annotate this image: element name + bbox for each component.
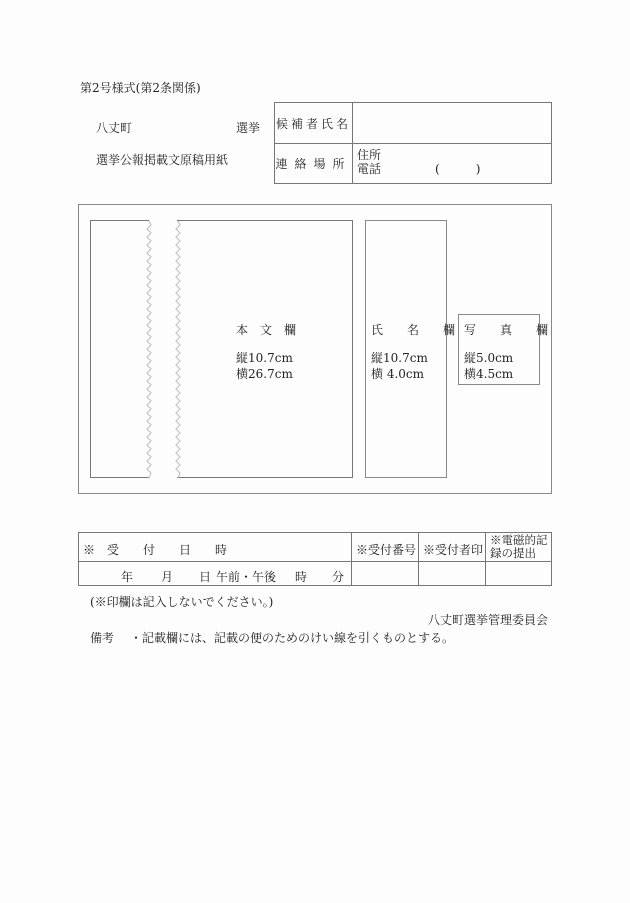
electronic-record-header-line2: 録の提出: [490, 546, 536, 560]
reception-number-header: ※受付番号: [356, 543, 417, 557]
reception-datetime-header: ※ 受 付 日 時: [83, 543, 228, 557]
contact-label: 連絡場所: [275, 143, 353, 183]
candidate-table: [274, 102, 552, 184]
reception-stamp-header: ※受付者印: [423, 543, 484, 557]
electronic-record-field[interactable]: [486, 562, 552, 586]
reception-stamp-field[interactable]: [419, 562, 485, 586]
candidate-name-row: [275, 103, 551, 144]
name-column-height: 縦10.7cm: [371, 351, 428, 365]
committee-name: 八丈町選挙管理委員会: [428, 613, 549, 627]
body-column-left-fragment: [90, 220, 149, 478]
town-name: 八丈町: [96, 121, 133, 135]
form-name: 選挙公報掲載文原稿用紙: [96, 153, 229, 167]
break-line-right-icon: [175, 221, 181, 478]
photo-column-height: 縦5.0cm: [464, 351, 514, 365]
contact-row: [275, 143, 551, 183]
body-column-right-fragment: [177, 220, 353, 478]
phone-line: [357, 162, 480, 176]
body-column-width: 横26.7cm: [236, 367, 293, 381]
remarks-text: ・記載欄には、記載の便のためのけい線を引くものとする。: [130, 631, 455, 645]
candidate-name-label: 候補者氏名: [275, 103, 353, 143]
form-title: 第2号様式(第2条関係): [80, 81, 201, 95]
ampm-label: 午前・午後: [216, 570, 277, 584]
body-column-title: 本 文 欄: [236, 323, 297, 337]
photo-column-title: 写 真 欄: [464, 323, 549, 337]
body-column-height: 縦10.7cm: [236, 351, 293, 365]
address-label: 住所: [357, 148, 382, 162]
break-line-left-icon: [146, 221, 152, 478]
electronic-record-header: [490, 534, 548, 560]
name-column: [365, 220, 447, 478]
phone-area-code-parens: ( ): [435, 162, 481, 176]
hour-label: 時: [295, 570, 308, 584]
phone-label: 電話: [357, 162, 382, 176]
reception-table: [78, 532, 552, 586]
minute-label: 分: [332, 570, 345, 584]
stamp-note: (※印欄は記入しないでください。): [90, 595, 274, 609]
remarks-label: 備考: [90, 631, 115, 645]
month-label: 月: [161, 570, 174, 584]
name-column-title: 氏 名 欄: [371, 323, 456, 337]
photo-column-width: 横4.5cm: [464, 367, 514, 381]
name-column-width: 横 4.0cm: [371, 367, 424, 381]
election-label: 選挙: [236, 121, 261, 135]
contact-field[interactable]: [357, 148, 480, 176]
reception-number-field[interactable]: [352, 562, 418, 586]
year-label: 年: [121, 570, 134, 584]
electronic-record-header-line1: ※電磁的記: [490, 533, 548, 547]
day-label: 日: [199, 570, 212, 584]
